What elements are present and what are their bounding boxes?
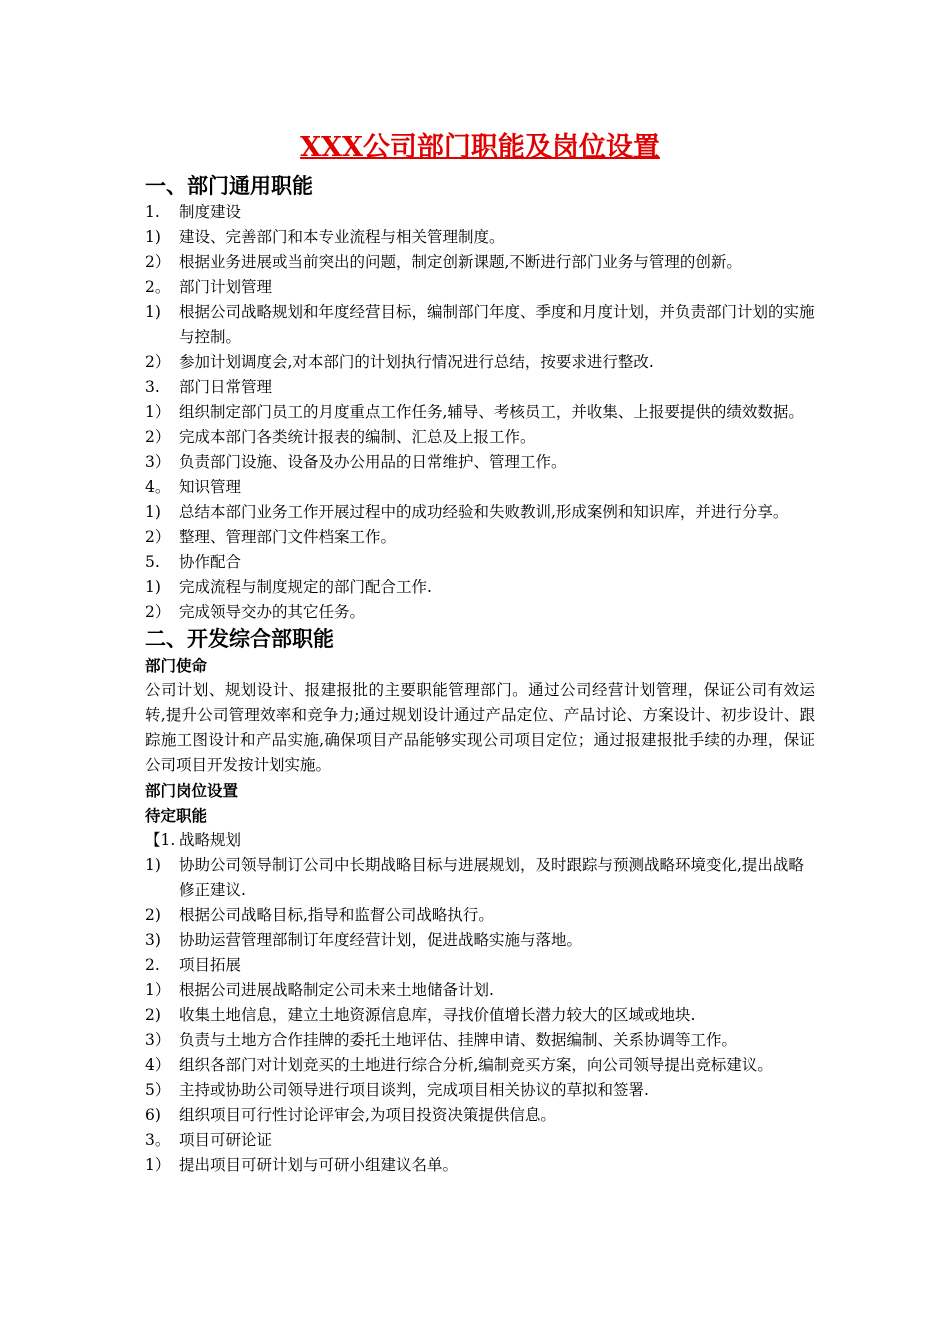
list-item: [145, 1028, 815, 1053]
list-item-number: 3。: [145, 1131, 171, 1149]
list-item-number: 5）: [145, 1081, 171, 1099]
section2-list: [145, 828, 815, 1178]
list-item-number: 1）: [145, 981, 171, 999]
list-item-text: 协助运营管理部制订年度经营计划，促进战略实施与落地。: [179, 931, 583, 949]
list-item: [145, 550, 815, 575]
list-item: [145, 853, 815, 903]
list-item-number: 3.: [145, 378, 160, 396]
list-item: [145, 500, 815, 525]
list-item-number: 2): [145, 1006, 161, 1024]
list-item-text: 根据公司进展战略制定公司未来土地储备计划.: [179, 981, 494, 999]
list-item-text: 完成本部门各类统计报表的编制、汇总及上报工作。: [179, 428, 536, 446]
list-item: [145, 1003, 815, 1028]
list-item: [145, 1153, 815, 1178]
list-item: [145, 300, 815, 350]
list-item-text: 建设、完善部门和本专业流程与相关管理制度。: [179, 228, 505, 246]
list-item-text: 部门计划管理: [179, 278, 273, 296]
list-item-text: 协助公司领导制订公司中长期战略目标与进展规划，及时跟踪与预测战略环境变化,提出战略修正建议.: [179, 856, 804, 899]
list-item-text: 战略规划: [179, 831, 242, 849]
mission-heading: 部门使命: [145, 656, 208, 675]
document-title-text: XXX公司部门职能及岗位设置: [300, 132, 660, 163]
list-item-text: 根据业务进展或当前突出的问题，制定创新课题,不断进行部门业务与管理的创新。: [179, 253, 742, 271]
list-item-number: 1): [145, 503, 161, 521]
list-item-number: 1): [145, 228, 161, 246]
list-item-number: 5.: [145, 553, 160, 571]
list-item-number: 2.: [145, 956, 160, 974]
list-item: [145, 1103, 815, 1128]
list-item: [145, 928, 815, 953]
list-item-text: 组织项目可行性讨论评审会,为项目投资决策提供信息。: [179, 1106, 556, 1124]
list-item-text: 项目可研论证: [179, 1131, 273, 1149]
list-item-text: 参加计划调度会,对本部门的计划执行情况进行总结，按要求进行整改.: [179, 353, 654, 371]
list-item-number: 2）: [145, 253, 171, 271]
list-item: [145, 450, 815, 475]
list-item-number: 6): [145, 1106, 161, 1124]
list-item-text: 制度建设: [179, 203, 242, 221]
list-item-text: 主持或协助公司领导进行项目谈判，完成项目相关协议的草拟和签署.: [179, 1081, 649, 1099]
list-item-text: 部门日常管理: [179, 378, 273, 396]
mission-text: 公司计划、规划设计、报建报批的主要职能管理部门。通过公司经营计划管理，保证公司有效运转,提升公司管理效率和竞争力;通过规划设计通过产品定位、产品讨论、方案设计、初步设计、跟踪施工图设计和产品实施,确保项目产品能够实现公司项目定位；通过报建报批手续的办理，保证公司项目开发按计划实施。: [145, 681, 815, 774]
list-item-text: 组织制定部门员工的月度重点工作任务,辅导、考核员工，并收集、上报要提供的绩效数据。: [179, 403, 804, 421]
list-item-text: 整理、管理部门文件档案工作。: [179, 528, 397, 546]
list-item-number: 3）: [145, 1031, 171, 1049]
list-item: [145, 200, 815, 225]
list-item: [145, 828, 815, 853]
list-item-text: 提出项目可研计划与可研小组建议名单。: [179, 1156, 459, 1174]
list-item: [145, 375, 815, 400]
list-item-number: 4。: [145, 478, 171, 496]
list-item: [145, 575, 815, 600]
list-item: [145, 600, 815, 625]
list-item: [145, 400, 815, 425]
list-item-number: 4）: [145, 1056, 171, 1074]
list-item: [145, 953, 815, 978]
list-item-text: 负责部门设施、设备及办公用品的日常维护、管理工作。: [179, 453, 567, 471]
pending-heading: 待定职能: [145, 806, 208, 825]
list-item-number: 2）: [145, 603, 171, 621]
document-title: [145, 128, 815, 168]
list-item: [145, 225, 815, 250]
document-page: [145, 128, 815, 1178]
list-item: [145, 1053, 815, 1078]
list-item-text: 总结本部门业务工作开展过程中的成功经验和失败教训,形成案例和知识库，并进行分享。: [179, 503, 789, 521]
list-item-number: 1.: [145, 203, 160, 221]
list-item-number: 1）: [145, 403, 171, 421]
list-item: [145, 250, 815, 275]
list-item-number: 2）: [145, 528, 171, 546]
list-item-number: 2。: [145, 278, 171, 296]
list-item-text: 协作配合: [179, 553, 242, 571]
list-item: [145, 275, 815, 300]
list-item-number: 2）: [145, 353, 171, 371]
list-item: [145, 1078, 815, 1103]
list-item: [145, 525, 815, 550]
section2-heading: 二、开发综合部职能: [145, 626, 334, 651]
list-item-text: 收集土地信息，建立土地资源信息库，寻找价值增长潜力较大的区域或地块.: [179, 1006, 696, 1024]
list-item-number: 2): [145, 906, 161, 924]
list-item-number: 3): [145, 931, 161, 949]
list-item-number: 1): [145, 303, 161, 321]
list-item-number: 3）: [145, 453, 171, 471]
list-item-number: 1）: [145, 1156, 171, 1174]
list-item-number: 1): [145, 578, 161, 596]
list-item: [145, 475, 815, 500]
list-item-text: 完成领导交办的其它任务。: [179, 603, 366, 621]
list-item: [145, 978, 815, 1003]
list-item: [145, 350, 815, 375]
list-item-number: 2）: [145, 428, 171, 446]
list-item-number: 1): [145, 856, 161, 874]
section1-heading: 一、部门通用职能: [145, 173, 313, 198]
list-item: [145, 425, 815, 450]
list-item-text: 根据公司战略规划和年度经营目标，编制部门年度、季度和月度计划，并负责部门计划的实施与控制。: [179, 303, 815, 346]
post-heading: 部门岗位设置: [145, 781, 239, 800]
list-item-number: 【1.: [145, 831, 176, 849]
list-item-text: 项目拓展: [179, 956, 242, 974]
list-item-text: 知识管理: [179, 478, 242, 496]
list-item: [145, 903, 815, 928]
list-item-text: 根据公司战略目标,指导和监督公司战略执行。: [179, 906, 494, 924]
list-item-text: 完成流程与制度规定的部门配合工作.: [179, 578, 432, 596]
list-item: [145, 1128, 815, 1153]
list-item-text: 负责与土地方合作挂牌的委托土地评估、挂牌申请、数据编制、关系协调等工作。: [179, 1031, 738, 1049]
list-item-text: 组织各部门对计划竞买的土地进行综合分析,编制竞买方案，向公司领导提出竞标建议。: [179, 1056, 773, 1074]
section1-list: [145, 200, 815, 625]
